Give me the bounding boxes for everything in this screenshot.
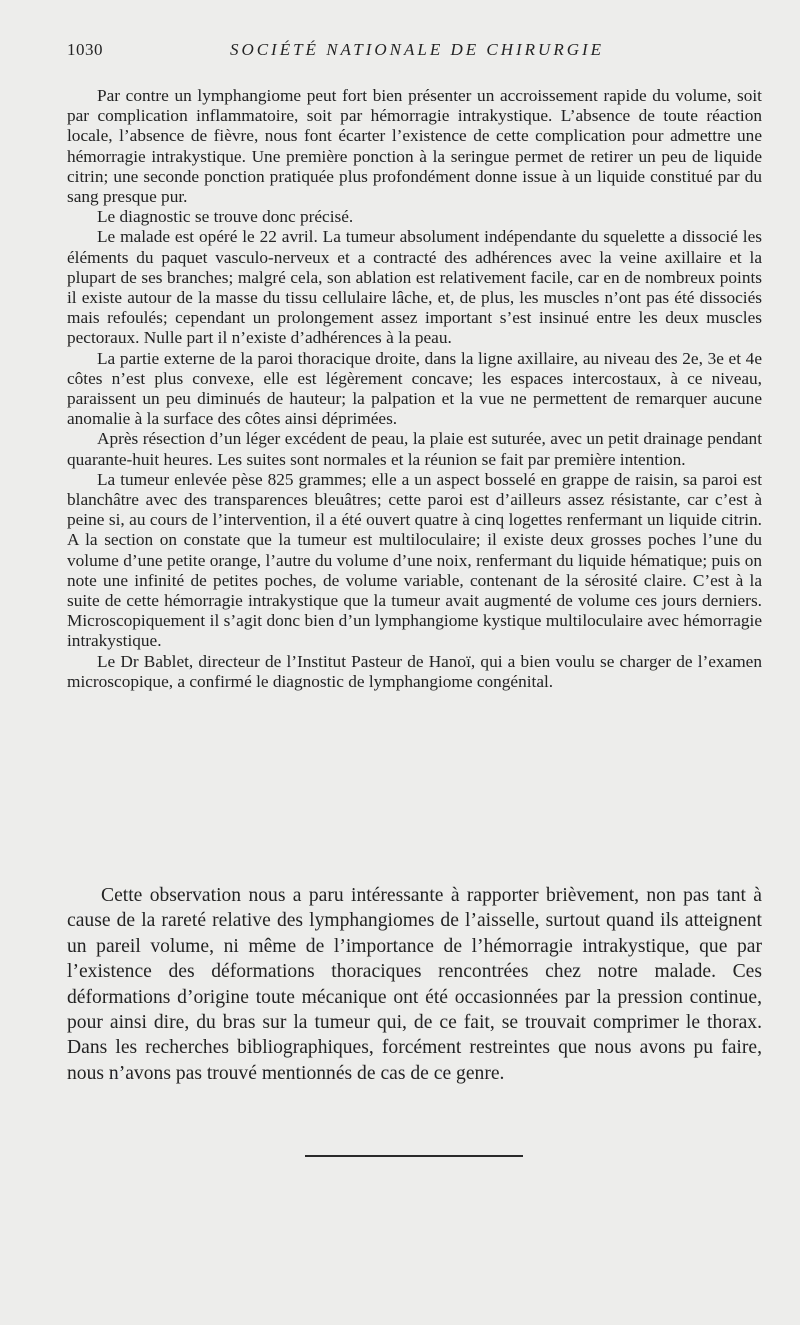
commentary-text — [67, 883, 762, 1086]
case-report-paragraph: La tumeur enlevée pèse 825 grammes; elle a un aspect bosselé en grappe de raisin, sa paroi est blanchâtre avec des transparences bleuâtres; cette paroi est d’ailleurs assez résistante, car c’est à peine si, au cours de l’intervention, il a été ouvert quatre à cinq logettes renfermant un liquide citrin. A la section on constate que la tumeur est multiloculaire; il existe deux grosses poches l’une du volume d’une petite orange, l’autre du volume d’une noix, renfermant du liquide hématique; puis on note une infinité de petites poches, de volume variable, contenant de la sérosité claire. C’est à la suite de cette hémorragie intrakystique que la tumeur avait augmenté de volume ces jours derniers. Microscopiquement il s’agit donc bien d’un lymphangiome kystique multiloculaire avec hémorragie intrakystique. — [67, 469, 762, 651]
commentary-paragraph: Cette observation nous a paru intéressante à rapporter brièvement, non pas tant à cause de la rareté relative des lymphangiomes de l’aisselle, surtout quand ils atteignent un pareil volume, ni même de l’importance de l’hémorragie intrakystique, que par l’existence des déformations thoraciques rencontrées chez notre malade. Ces déformations d’origine toute mécanique ont été occasionnées par la pression continue, pour ainsi dire, du bras sur la tumeur qui, de ce fait, se trouvait comprimer le thorax. Dans les recherches bibliographiques, forcément restreintes que nous avons pu faire, nous n’avons pas trouvé mentionnés de cas de ce genre. — [67, 885, 762, 1084]
case-report-paragraph: Par contre un lymphangiome peut fort bien présenter un accroissement rapide du volume, soit par complication inflammatoire, soit par hémorragie intrakystique. L’absence de toute réaction locale, l’absence de fièvre, nous font écarter l’existence de cette complication pour admettre une hémorragie intrakystique. Une première ponction à la seringue permet de retirer un peu de liquide citrin; une seconde ponction pratiquée plus profondément donne issue à un liquide constitué par du sang presque pur. — [67, 86, 762, 207]
case-report-paragraph: Après résection d’un léger excédent de peau, la plaie est suturée, avec un petit drainage pendant quarante-huit heures. Les suites sont normales et la réunion se fait par première intention. — [67, 429, 762, 469]
page-number: 1030 — [67, 40, 103, 59]
section-end-rule — [305, 1155, 523, 1157]
case-report-paragraph: Le diagnostic se trouve donc précisé. — [97, 207, 354, 227]
journal-title: SOCIÉTÉ NATIONALE DE CHIRURGIE — [229, 40, 605, 59]
case-report-paragraph: Le malade est opéré le 22 avril. La tumeur absolument indépendante du squelette a dissocié les éléments du paquet vasculo-nerveux et a contracté des adhérences avec la veine axillaire et la plupart de ses branches; malgré cela, son ablation est relativement facile, car en de nombreux points il existe autour de la masse du tissu cellulaire lâche, et, de plus, les muscles n’ont pas été dissociés mais refoulés; cependant un prolongement assez important s’est insinué entre les deux muscles pectoraux. Nulle part il n’existe d’adhérences à la peau. — [67, 227, 762, 348]
case-report-text — [67, 86, 762, 692]
case-report-paragraph: La partie externe de la paroi thoracique droite, dans la ligne axillaire, au niveau des 2e, 3e et 4e côtes n’est plus convexe, elle est légèrement concave; les espaces intercostaux, à ce niveau, paraissent un peu diminués de hauteur; la palpation et la vue ne permettent de remarquer aucune anomalie à la surface des côtes ainsi déprimées. — [67, 348, 762, 429]
page-header — [67, 40, 767, 66]
case-report-paragraph: Le Dr Bablet, directeur de l’Institut Pasteur de Hanoï, qui a bien voulu se charger de l’examen microscopique, a confirmé le diagnostic de lymphangiome congénital. — [67, 651, 762, 691]
